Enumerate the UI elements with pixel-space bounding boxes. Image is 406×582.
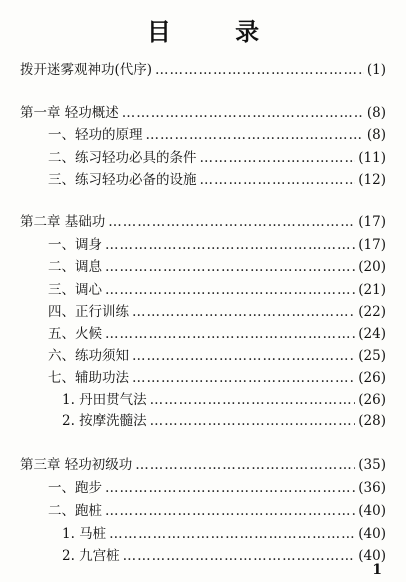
leader-dots: [122, 104, 364, 122]
toc-entry-label: 一、跑步: [48, 480, 102, 496]
toc-entry: [48, 479, 386, 497]
toc-entry-page: (36): [358, 480, 386, 496]
toc-entry-page: (26): [358, 370, 386, 386]
toc-entry: [48, 171, 386, 189]
toc-entry-page: (25): [358, 348, 386, 364]
toc-entry-page: (20): [358, 259, 386, 275]
toc-entry-chapter: [20, 104, 386, 122]
leader-dots: [105, 502, 355, 520]
leader-dots: [105, 236, 355, 254]
toc-entry-label: 五、火候: [48, 326, 102, 342]
page-title: 目 录: [146, 18, 288, 46]
toc-entry-label: 三、练习轻功必备的设施: [48, 172, 197, 188]
toc-entry-label: 一、调身: [48, 237, 102, 253]
leader-dots: [132, 347, 355, 365]
toc-entry-page: (24): [358, 326, 386, 342]
toc-entry: [20, 61, 386, 79]
toc-entry-chapter: [20, 213, 386, 231]
toc-entry-label: 第二章 基础功: [20, 214, 106, 230]
toc-entry-page: (40): [358, 548, 386, 564]
toc-entry-page: (1): [366, 62, 386, 78]
toc-entry-page: (8): [366, 105, 386, 121]
toc-entry: [48, 258, 386, 276]
leader-dots: [150, 412, 356, 430]
leader-dots: [105, 479, 355, 497]
toc-entry-label: 第三章 轻功初级功: [20, 457, 133, 473]
toc-entry-label: 第一章 轻功概述: [20, 105, 119, 121]
toc-entry-page: (26): [358, 392, 386, 408]
toc-entry: [48, 281, 386, 299]
toc-entry: [48, 149, 386, 167]
toc-entry-page: (12): [358, 172, 386, 188]
toc-entry-sub: [62, 547, 386, 565]
page-number: 1: [372, 562, 382, 578]
toc-entry-label: 一、轻功的原理: [48, 127, 143, 143]
toc-entry-label: 2. 九宫桩: [62, 548, 120, 564]
toc-entry-label: 四、正行训练: [48, 304, 129, 320]
toc-entry: [48, 303, 386, 321]
toc-entry-sub: [62, 525, 386, 543]
toc-entry-label: 七、辅助功法: [48, 370, 129, 386]
toc-entry: [48, 126, 386, 144]
leader-dots: [105, 258, 355, 276]
toc-entry: [48, 325, 386, 343]
leader-dots: [109, 525, 355, 543]
toc-entry-chapter: [20, 456, 386, 474]
leader-dots: [105, 281, 355, 299]
leader-dots: [108, 213, 355, 231]
toc-entry-label: 二、跑桩: [48, 503, 102, 519]
toc-entry-page: (17): [358, 214, 386, 230]
toc-entry-page: (8): [366, 127, 386, 143]
toc-entry-label: 三、调心: [48, 282, 102, 298]
leader-dots: [200, 149, 356, 167]
leader-dots: [132, 369, 355, 387]
toc-entry-label: 拨开迷雾观神功(代序): [20, 62, 153, 78]
leader-dots: [155, 61, 364, 79]
toc-entry-label: 2. 按摩洗髓法: [62, 413, 147, 429]
toc-entry-page: (11): [358, 150, 386, 166]
toc-entry-label: 六、练功须知: [48, 348, 129, 364]
toc-entry: [48, 369, 386, 387]
toc-entry-page: (22): [358, 304, 386, 320]
toc-entry-label: 二、练习轻功必具的条件: [48, 150, 197, 166]
toc-entry-label: 二、调息: [48, 259, 102, 275]
leader-dots: [135, 456, 355, 474]
leader-dots: [150, 391, 356, 409]
leader-dots: [123, 547, 356, 565]
toc-entry: [48, 502, 386, 520]
toc-entry-page: (28): [358, 413, 386, 429]
toc-entry-page: (40): [358, 526, 386, 542]
toc-entry-sub: [62, 391, 386, 409]
leader-dots: [105, 325, 355, 343]
toc-entry: [48, 236, 386, 254]
toc-entry-page: (35): [358, 457, 386, 473]
toc-entry-page: (40): [358, 503, 386, 519]
leader-dots: [200, 171, 356, 189]
toc-entry-page: (17): [358, 237, 386, 253]
toc-entry: [48, 347, 386, 365]
toc-entry-page: (21): [358, 282, 386, 298]
leader-dots: [132, 303, 355, 321]
toc-entry-label: 1. 马桩: [62, 526, 107, 542]
toc-entry-sub: [62, 412, 386, 430]
leader-dots: [146, 126, 364, 144]
toc-entry-label: 1. 丹田贯气法: [62, 392, 147, 408]
